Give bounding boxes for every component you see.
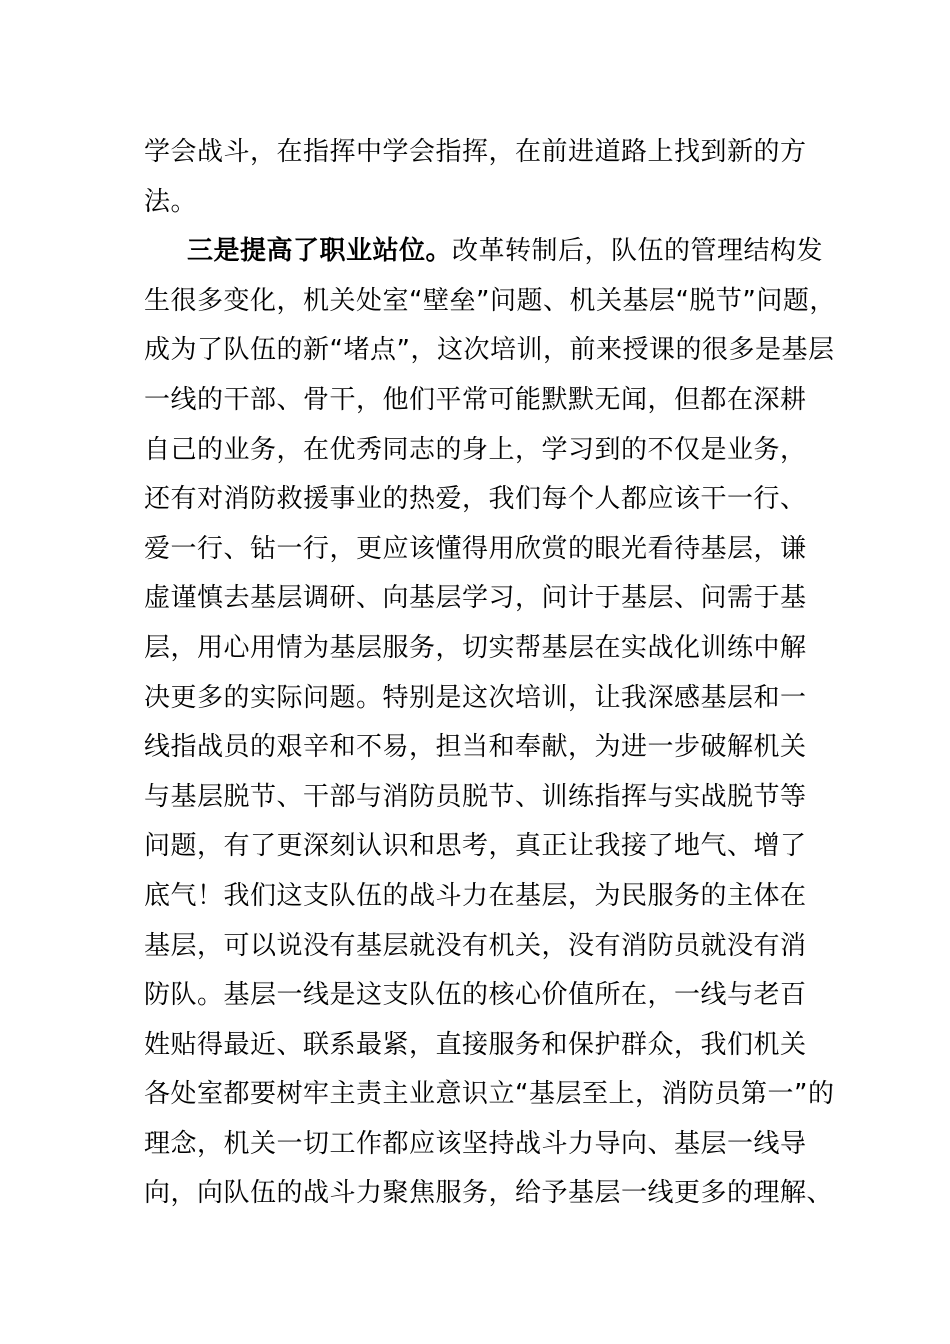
paragraph-2-line: 向，向队伍的战斗力聚焦服务，给予基层一线更多的理解、 [144, 1178, 834, 1209]
paragraph-2-line: 问题，有了更深刻认识和思考，真正让我接了地气、增了 [144, 831, 807, 862]
paragraph-2-line: 层，用心用情为基层服务，切实帮基层在实战化训练中解 [144, 632, 807, 663]
paragraph-1-line-2: 法。 [144, 186, 198, 217]
paragraph-2-lead-heading: 三是提高了职业站位。 [187, 236, 453, 267]
paragraph-2-line: 线指战员的艰辛和不易，担当和奉献，为进一步破解机关 [144, 732, 807, 763]
paragraph-2-line: 虚谨慎去基层调研、向基层学习，问计于基层、问需于基 [144, 583, 807, 614]
paragraph-2-line: 自己的业务，在优秀同志的身上，学习到的不仅是业务， [144, 434, 807, 465]
paragraph-2-line-1 [144, 227, 824, 277]
body-text [144, 128, 836, 1219]
paragraph-2-line: 防队。基层一线是这支队伍的核心价值所在，一线与老百 [144, 980, 807, 1011]
paragraph-2-line: 姓贴得最近、联系最紧，直接服务和保护群众，我们机关 [144, 1029, 807, 1060]
paragraph-2-line: 成为了队伍的新“堵点”，这次培训，前来授课的很多是基层 [144, 335, 835, 366]
paragraph-2-line: 还有对消防救援事业的热爱，我们每个人都应该干一行、 [144, 484, 807, 515]
paragraph-2-line: 理念，机关一切工作都应该坚持战斗力导向、基层一线导 [144, 1128, 807, 1159]
paragraph-2-line: 基层，可以说没有基层就没有机关，没有消防员就没有消 [144, 930, 807, 961]
paragraph-2-line: 一线的干部、骨干，他们平常可能默默无闻，但都在深耕 [144, 384, 807, 415]
paragraph-2-line: 决更多的实际问题。特别是这次培训，让我深感基层和一 [144, 682, 807, 713]
paragraph-2-line: 爱一行、钻一行，更应该懂得用欣赏的眼光看待基层，谦 [144, 533, 807, 564]
paragraph-2-first-line-text: 改革转制后，队伍的管理结构发 [452, 236, 824, 267]
paragraph-1-line-1: 学会战斗，在指挥中学会指挥，在前进道路上找到新的方 [144, 137, 807, 167]
paragraph-2-line: 各处室都要树牢主责主业意识立“基层至上，消防员第一”的 [144, 1079, 835, 1110]
paragraph-2-line: 与基层脱节、干部与消防员脱节、训练指挥与实战脱节等 [144, 781, 807, 812]
paragraph-2-line: 底气！我们这支队伍的战斗力在基层，为民服务的主体在 [144, 880, 807, 911]
paragraph-2-line: 生很多变化，机关处室“壁垒”问题、机关基层“脱节”问题， [144, 285, 836, 316]
